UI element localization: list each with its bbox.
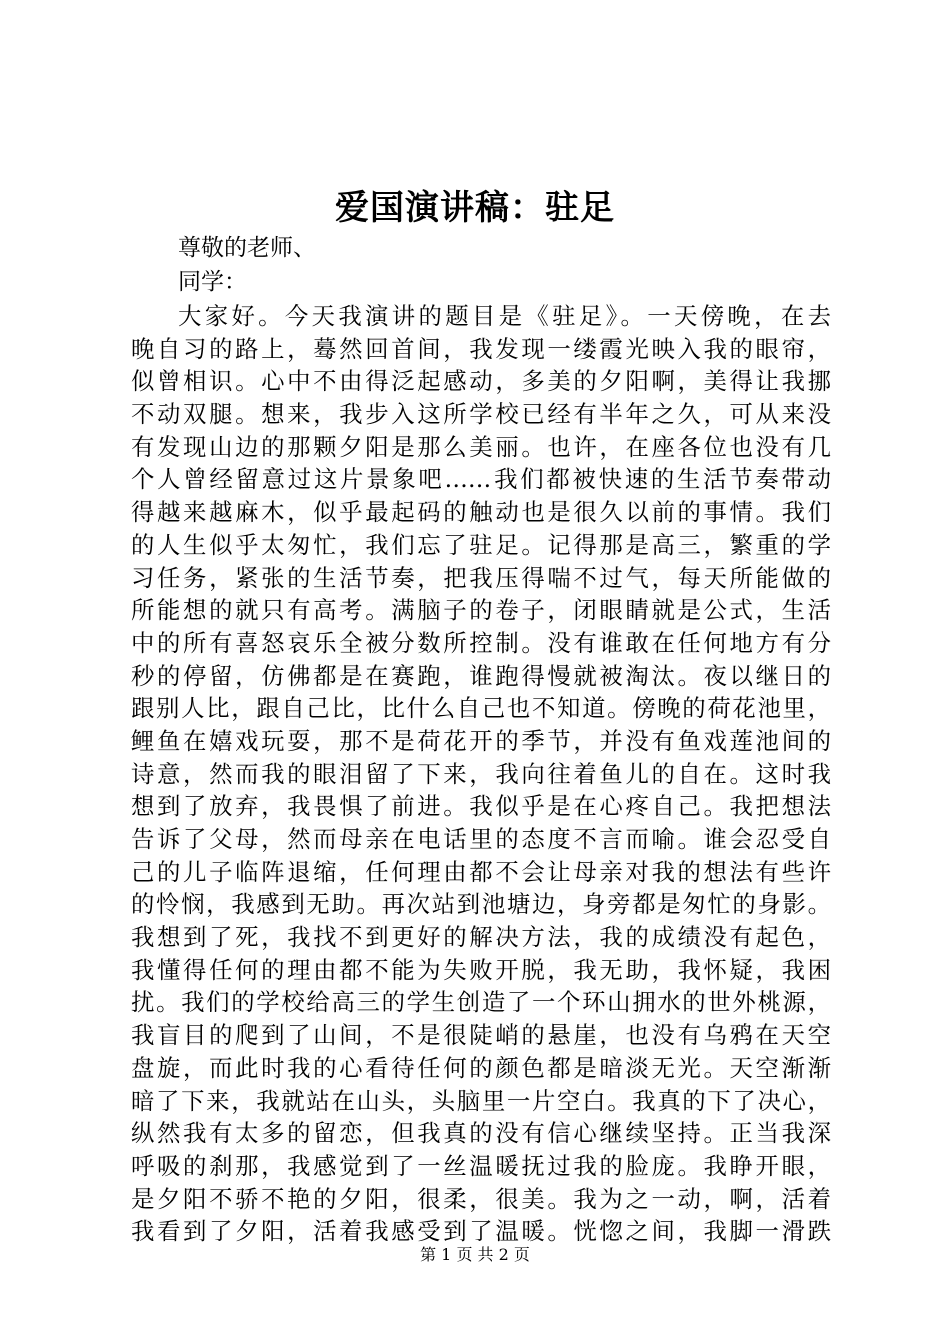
body-line: 中的所有喜怒哀乐全被分数所控制。没有谁敢在任何地方有分 [131, 628, 831, 657]
body-line: 暗了下来，我就站在山头，头脑里一片空白。我真的下了决心， [131, 1086, 831, 1115]
body-line: 所能想的就只有高考。满脑子的卷子，闭眼睛就是公式，生活 [131, 596, 831, 625]
body-line: 不动双腿。想来，我步入这所学校已经有半年之久，可从来没 [131, 400, 831, 429]
body-line: 鲤鱼在嬉戏玩耍，那不是荷花开的季节，并没有鱼戏莲池间的 [131, 726, 831, 755]
body-line: 似曾相识。心中不由得泛起感动，多美的夕阳啊，美得让我挪 [131, 367, 831, 396]
page-footer: 第 1 页 共 2 页 [420, 1245, 530, 1264]
speech-body [131, 300, 831, 1248]
body-line: 扰。我们的学校给高三的学生创造了一个环山拥水的世外桃源， [131, 988, 831, 1017]
body-line: 有发现山边的那颗夕阳是那么美丽。也许，在座各位也没有几 [131, 432, 831, 461]
body-line: 己的儿子临阵退缩，任何理由都不会让母亲对我的想法有些许 [131, 857, 831, 886]
body-line: 想到了放弃，我畏惧了前进。我似乎是在心疼自己。我把想法 [131, 792, 831, 821]
body-line: 我想到了死，我找不到更好的解决方法，我的成绩没有起色， [131, 923, 831, 952]
body-line: 诗意，然而我的眼泪留了下来，我向往着鱼儿的自在。这时我 [131, 759, 831, 788]
body-line: 告诉了父母，然而母亲在电话里的态度不言而喻。谁会忍受自 [131, 825, 831, 853]
greeting-line-2: 同学： [178, 269, 247, 295]
body-line: 跟别人比，跟自己比，比什么自己也不知道。傍晚的荷花池里， [131, 694, 831, 723]
body-line: 的怜悯，我感到无助。再次站到池塘边，身旁都是匆忙的身影。 [131, 890, 831, 919]
body-line: 盘旋，而此时我的心看待任何的颜色都是暗淡无光。天空渐渐 [131, 1053, 831, 1082]
body-line: 得越来越麻木，似乎最起码的触动也是很久以前的事情。我们 [131, 498, 831, 527]
body-line: 大家好。今天我演讲的题目是《驻足》。一天傍晚，在去 [178, 302, 831, 330]
body-line: 的人生似乎太匆忙，我们忘了驻足。记得那是高三，繁重的学 [131, 530, 831, 559]
document-title: 爱国演讲稿：驻足 [335, 188, 615, 228]
body-line: 习任务，紧张的生活节奏，把我压得喘不过气，每天所能做的 [131, 563, 831, 592]
body-line: 秒的停留，仿佛都是在赛跑，谁跑得慢就被淘汰。夜以继日的 [131, 661, 831, 690]
body-line: 呼吸的刹那，我感觉到了一丝温暖抚过我的脸庞。我睁开眼， [131, 1151, 831, 1180]
body-line: 我看到了夕阳，活着我感受到了温暖。恍惚之间，我脚一滑跌 [131, 1217, 831, 1246]
greeting-line-1: 尊敬的老师、 [178, 235, 316, 261]
body-line: 是夕阳不骄不艳的夕阳，很柔，很美。我为之一动，啊，活着 [131, 1184, 831, 1213]
body-line: 晚自习的路上，蓦然回首间，我发现一缕霞光映入我的眼帘， [131, 334, 831, 363]
body-line: 个人曾经留意过这片景象吧……我们都被快速的生活节奏带动 [131, 465, 831, 494]
body-line: 我懂得任何的理由都不能为失败开脱，我无助，我怀疑，我困 [131, 955, 831, 984]
body-line: 纵然我有太多的留恋，但我真的没有信心继续坚持。正当我深 [131, 1119, 831, 1148]
body-line: 我盲目的爬到了山间，不是很陡峭的悬崖，也没有乌鸦在天空 [131, 1021, 831, 1050]
